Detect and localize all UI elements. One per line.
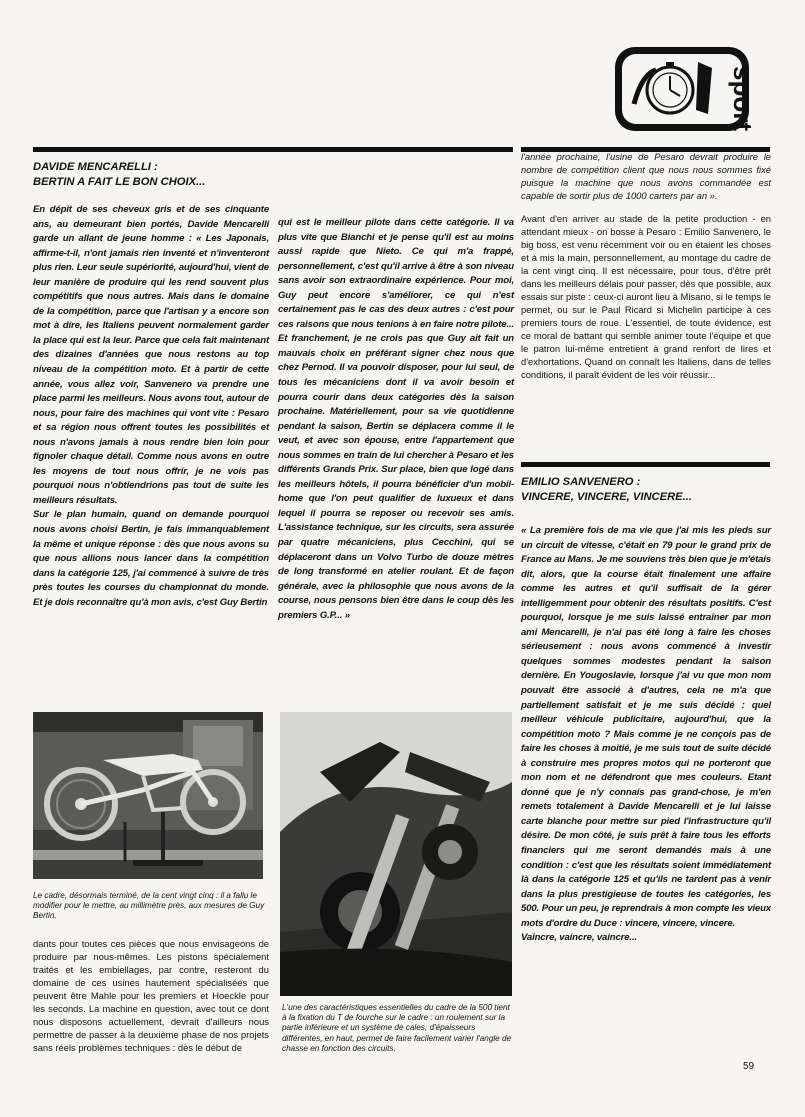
- left-heading-rule: [33, 147, 513, 152]
- right-heading-line2: VINCERE, VINCERE, VINCERE...: [521, 490, 692, 503]
- right-article-heading: [521, 475, 771, 504]
- bottom-left-column: [33, 937, 269, 1054]
- photo-frame-workshop: [33, 712, 263, 879]
- photo-fork-detail: [280, 712, 512, 996]
- logo-text: sport: [728, 66, 758, 131]
- frame-photo-graphic: [33, 712, 263, 879]
- sport-logo: [612, 44, 758, 134]
- right-article-closing: Vaincre, vaincre, vaincre...: [521, 932, 637, 944]
- right-article-body: [521, 524, 771, 946]
- left-col1-paragraph-2: Sur le plan humain, quand on demande pourquoi nous avons choisi Bertin, je fais immanquablement la même et unique réponse : dès que nous avons su que nous allions nous lancer dans la compétition dans la catégorie 125, j'ai commencé à suivre de très près toutes les courses du championnat du monde. Et je dois reconnaître qu'à mon avis, c'est Guy Bertin: [33, 509, 269, 608]
- left-heading-line2: BERTIN A FAIT LE BON CHOIX...: [33, 175, 206, 188]
- sport-logo-graphic: [612, 44, 758, 134]
- page-number: 59: [743, 1061, 755, 1072]
- right-heading-rule: [521, 462, 770, 467]
- fork-photo-graphic: [280, 712, 512, 996]
- right-article-paragraph: « La première fois de ma vie que j'ai mis les pieds sur un circuit de vitesse, c'était en 79 pour le grand prix de France au Mans. Je me souviens très bien que je m'étais dit, alors, que la course était finalement une affaire comme les autres et qu'il suffisait de la gérer intelligemment pour obtenir des résultats positifs. C'est pourquoi, lorsque je me suis laissé entraîner par mon ami Mencarelli, je n'ai pas été long à faire les choses sérieusement : nous avons commencé à investir quelques sommes modestes pendant la saison dernière. En Yougoslavie, lorsque j'ai vu que mon nom pouvait être associé à d'autres, cela ne m'a que partiellement satisfait et je me suis décidé : quel meilleur véhicule publicitaire, aujourd'hui, que la compétition moto ? Mais comme je ne conçois pas de faire les choses à moitié, je me suis tout de suite décidé à construire mes propres motos qui ne porteront que mon nom et ne défendront que mes couleurs. Etant donné que je n'y connais pas grand-chose, je m'en remets totalement à Davide Mencarelli et je lui laisse carte blanche pour mettre sur pied l'infrastructure qu'il désire. De mon côté, je suis prêt à faire tous les efforts financiers qui me seront demandés mais à une condition : c'est que les résultats soient immédiatement là dans la catégorie 125 et qu'ils ne tardent pas à venir dans la plus prestigieuse de toutes les catégories, les 500. Pour un peu, je reprendrais à mon compte les vieux mots d'ordre du Duce : vincere, vincere, vincere.: [521, 525, 771, 929]
- right-top-column: [521, 151, 771, 381]
- right-top-italic-paragraph: l'année prochaine, l'usine de Pesaro devrait produire le nombre de compétition client que nous nous sommes fixé puisque la machine que nous avons commandée est capable de sortir plus de 1000 carters par an ».: [521, 151, 771, 201]
- right-heading-line1: EMILIO SANVENERO :: [521, 476, 641, 488]
- left-article-heading: [33, 160, 293, 189]
- photo1-caption: Le cadre, désormais terminé, de la cent vingt cinq : il a fallu le modifier pour le mettre, au millimètre près, aux mesures de Guy Bertin.: [33, 891, 265, 921]
- left-article-col2: [278, 216, 514, 623]
- right-top-plain-paragraph: Avant d'en arriver au stade de la petite production - en attendant mieux - on bosse à Pesaro : Emilio Sanvenero, le big boss, est venu récemment voir ou en étaient les choses et à mis la main, personnellement, au montage du cadre de la cent vingt cinq. Il est nécessaire, pour tous, d'être prêt dans les meilleurs délais pour passer, dès que possible, aux essais sur piste : ceux-ci auront lieu à Misano, si le temps le permet, ou sur le Paul Ricard si Michelin participe à ces premiers tours de roue. L'essentiel, de toute évidence, est ce moral de battant qui semble animer toute l'équipe et que le patron lui-même entretient à grand renfort de lires et d'exhortations. Quand on connaît les Italiens, dans de telles conditions, il paraît évident de les voir réussir...: [521, 212, 771, 381]
- left-col1-paragraph-1: En dépit de ses cheveux gris et de ses cinquante ans, au demeurant bien portés, Davide Mencarelli garde un allant de jeune homme : « Les Japonais, affirme-t-il, n'ont jamais rien inventé et n'inventeront plus rien. Leur seule supériorité, aujourd'hui, vient de leur manière de produire qui les rend souvent plus compétitifs que nous autres. Mais dans le domaine de la compétition, parce que l'artisan y a encore son mot à dire, les Italiens peuvent normalement garder la place qui est la leur. Parce que cela fait maintenant des dizaines d'années que nous restons au top niveau de la compétition moto. Et à partir de cette année, vous allez voir, Sanvenero va prendre une place parmi les meilleurs. Nous avons tout, autour de nous, pour faire des machines qui vont vite : Pesaro et sa région nous offrent toutes les possibilités et nous n'avons jamais à nous rendre bien loin pour fignoler chaque détail. Comme nous avons en outre les moyens de tout nous offrir, je ne vois pas pourquoi nous n'obtiendrions pas tout de suite les meilleurs résultats.: [33, 204, 269, 506]
- left-col2-paragraph: qui est le meilleur pilote dans cette catégorie. Il va plus vite que Bianchi et je pense qu'il est au moins aussi rapide que Nieto. Ce qui m'a frappé, personnellement, c'est qu'il arrive à être à son niveau sans avoir son extraordinaire expérience. Pour moi, Guy peut encore s'améliorer, ce qui n'est certainement pas le cas des deux autres : c'est pour ces raisons que nous tenions à en faire notre pilote... Et franchement, je ne crois pas que Guy ait fait un mauvais choix en préférant signer chez nous que chez Pernod. Il va pouvoir disposer, pour lui seul, de tous les mécaniciens dont il va avoir besoin et pourra courir dans deux catégories dès la saison prochaine. Matériellement, pour sa vie quotidienne pendant la saison, Bertin se déplacera comme il le veut, et avec son épouse, entre l'appartement que nous sommes en train de lui chercher à Pesaro et les différents Grands Prix. Sur place, bien que logé dans les meilleurs hôtels, il pourra bénéficier d'un mobil-home que l'on peut qualifier de luxueux et dans lequel il pourra se reposer ou recevoir ses amis. L'assistance technique, sur les circuits, sera assurée par quatre mécaniciens, plus Cecchini, qui se déplaceront dans un Volvo Turbo de douze mètres de long transformé en atelier roulant. Et de façon générale, avec la philosophie que nous avons de la course, nous pensons bien être dans le coup dès les premiers G.P... »: [278, 217, 514, 621]
- left-heading-line1: DAVIDE MENCARELLI :: [33, 161, 158, 173]
- bottom-left-paragraph: dants pour toutes ces pièces que nous envisageons de produire par nous-mêmes. Les pistons spécialement traités et les embiellages, par contre, resteront du domaine de ces usines hautement spécialisées que peuvent être Mahle pour les premiers et Hoeckle pour les seconds. La machine en question, avec tout ce dont nous disposons actuellement, devrait d'ailleurs nous permettre de passer à la deuxième phase de nos projets sans réels problèmes techniques : dès le début de: [33, 938, 269, 1054]
- photo1-caption-box: [33, 891, 273, 922]
- left-article-col1: [33, 203, 269, 610]
- photo2-caption: L'une des caractéristiques essentielles du cadre de la 500 tient à la fixation du T de fourche sur le cadre : un roulement sur la partie inférieure et un système de cales, d'épaisseurs différentes, en haut, permet de faire facilement varier l'angle de chasse en fonction des circuits.: [282, 1003, 512, 1053]
- photo2-caption-box: [282, 1003, 514, 1054]
